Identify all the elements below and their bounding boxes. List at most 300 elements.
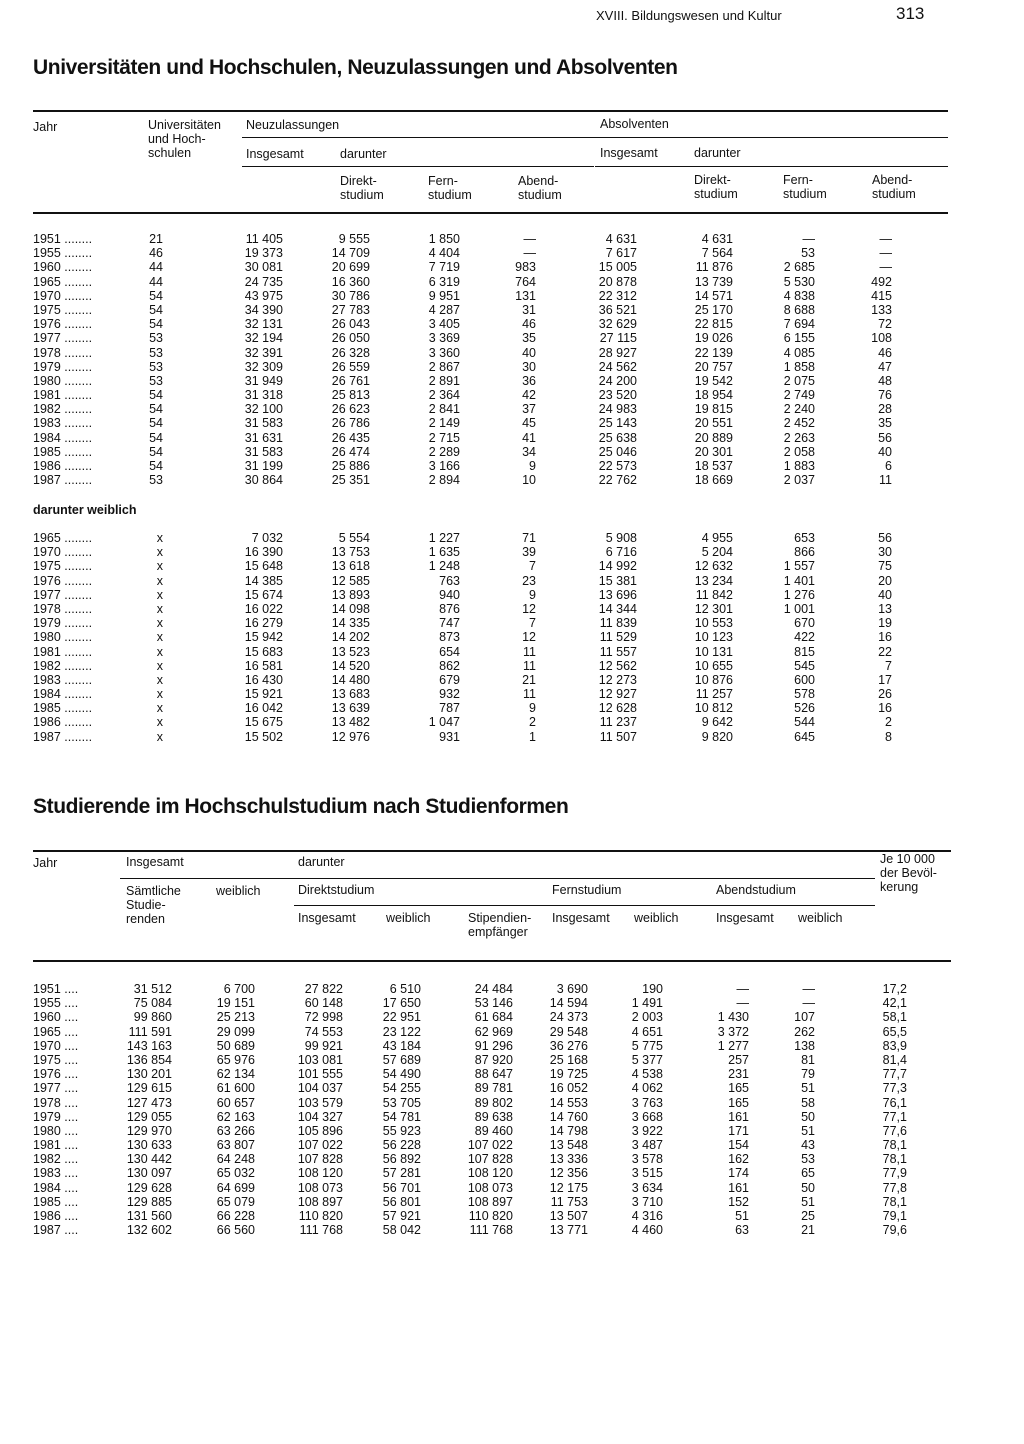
table-cell: 2 bbox=[885, 715, 892, 730]
table-cell: 7 bbox=[529, 616, 536, 631]
table-cell: 4 631 bbox=[605, 232, 637, 246]
table-cell: 12 273 bbox=[598, 672, 637, 687]
row-year: 1984 ........ bbox=[33, 687, 93, 702]
table-cell: 14 571 bbox=[694, 288, 733, 303]
table-cell: 19 542 bbox=[694, 373, 733, 388]
row-year: 1955 ........ bbox=[33, 246, 93, 261]
table-cell: 20 757 bbox=[694, 359, 733, 374]
row-year: 1970 ........ bbox=[33, 288, 93, 303]
table-cell: 654 bbox=[439, 644, 460, 659]
table-cell: 2 715 bbox=[428, 430, 460, 445]
table-cell: 131 560 bbox=[126, 1209, 172, 1223]
table-row bbox=[33, 574, 948, 588]
table-cell: 3 487 bbox=[631, 1138, 663, 1153]
table-cell: 3 372 bbox=[717, 1024, 749, 1039]
table-cell: 48 bbox=[878, 373, 892, 388]
table-cell: 35 bbox=[878, 416, 892, 431]
table-cell: 257 bbox=[728, 1052, 749, 1067]
table-cell: 7 032 bbox=[251, 531, 283, 545]
table-cell: 77,9 bbox=[882, 1166, 907, 1181]
table-cell: 104 327 bbox=[297, 1109, 343, 1124]
table-row bbox=[33, 1025, 951, 1039]
table-cell: 26 474 bbox=[331, 444, 370, 459]
row-year: 1977 .... bbox=[33, 1081, 79, 1096]
table-cell: 6 155 bbox=[783, 331, 815, 346]
table-cell: 2 240 bbox=[783, 402, 815, 417]
table-cell: 4 287 bbox=[428, 302, 460, 317]
table-cell: 61 684 bbox=[474, 1010, 513, 1025]
table-cell: 14 760 bbox=[549, 1109, 588, 1124]
table-cell: 63 266 bbox=[216, 1123, 255, 1138]
table-cell: 51 bbox=[801, 1081, 815, 1096]
table-cell: 5 554 bbox=[338, 531, 370, 545]
row-year: 1981 ........ bbox=[33, 388, 93, 403]
col-jahr: Jahr bbox=[33, 120, 58, 134]
table-cell: 61 600 bbox=[216, 1081, 255, 1096]
table-row bbox=[33, 616, 948, 630]
table-cell: 81,4 bbox=[882, 1052, 907, 1067]
table-row bbox=[33, 531, 948, 545]
table-row bbox=[33, 1010, 951, 1024]
table-cell: 81 bbox=[801, 1052, 815, 1067]
table-cell: — bbox=[802, 982, 815, 996]
table-cell: 24 373 bbox=[549, 1010, 588, 1025]
page-number: 313 bbox=[896, 4, 925, 23]
table-cell: 40 bbox=[878, 444, 892, 459]
col2-je10000: Je 10 000 der Bevöl- kerung bbox=[880, 852, 937, 894]
row-year: 1951 ........ bbox=[33, 232, 93, 246]
row-year: 1965 .... bbox=[33, 1024, 79, 1039]
table-cell: 46 bbox=[149, 246, 163, 261]
row-year: 1980 ........ bbox=[33, 373, 93, 388]
table-cell: — bbox=[736, 996, 749, 1011]
table-cell: x bbox=[156, 644, 163, 659]
table-cell: 101 555 bbox=[297, 1067, 343, 1082]
row-year: 1960 .... bbox=[33, 1010, 79, 1025]
table-cell: 13 507 bbox=[549, 1209, 588, 1223]
table-cell: 14 385 bbox=[244, 573, 283, 588]
row-year: 1986 ........ bbox=[33, 459, 93, 473]
row-year: 1975 .... bbox=[33, 1052, 79, 1067]
table-cell: 15 005 bbox=[598, 260, 637, 275]
table-cell: 45 bbox=[522, 416, 536, 431]
table-cell: 13 696 bbox=[598, 587, 637, 602]
table-cell: x bbox=[156, 729, 163, 744]
table-row bbox=[33, 687, 948, 701]
table-cell: 26 435 bbox=[331, 430, 370, 445]
table-cell: 40 bbox=[878, 587, 892, 602]
table-cell: 43 bbox=[801, 1138, 815, 1153]
table-cell: 13 753 bbox=[331, 545, 370, 560]
table-cell: 104 037 bbox=[297, 1081, 343, 1096]
table-cell: 16 279 bbox=[244, 616, 283, 631]
col-abs-abend: Abend- studium bbox=[872, 173, 916, 201]
table-cell: 88 647 bbox=[474, 1067, 513, 1082]
row-year: 1979 ........ bbox=[33, 359, 93, 374]
table-cell: 25 886 bbox=[331, 459, 370, 473]
table-cell: 105 896 bbox=[297, 1123, 343, 1138]
table-cell: 43 975 bbox=[244, 288, 283, 303]
row-year: 1981 ........ bbox=[33, 644, 93, 659]
table-row bbox=[33, 1124, 951, 1138]
table-row bbox=[33, 1209, 951, 1223]
table-cell: 1 277 bbox=[717, 1038, 749, 1053]
table-row bbox=[33, 459, 948, 473]
table-cell: 56 bbox=[878, 531, 892, 545]
table-cell: 25 046 bbox=[598, 444, 637, 459]
table-cell: 11 753 bbox=[550, 1194, 588, 1209]
table-cell: 16 390 bbox=[244, 545, 283, 560]
table-cell: 3 763 bbox=[631, 1095, 663, 1110]
table-cell: 764 bbox=[515, 274, 536, 289]
table-cell: 9 bbox=[529, 587, 536, 602]
table-cell: 12 562 bbox=[598, 658, 637, 673]
table-cell: 422 bbox=[794, 630, 815, 645]
table-cell: 544 bbox=[794, 715, 815, 730]
table-row bbox=[33, 374, 948, 388]
table-cell: 25 213 bbox=[216, 1010, 255, 1025]
row-year: 1985 ........ bbox=[33, 701, 93, 716]
table-cell: 26 559 bbox=[331, 359, 370, 374]
table-cell: 2 058 bbox=[783, 444, 815, 459]
table-cell: 62 134 bbox=[216, 1067, 255, 1082]
rule2-sub2 bbox=[294, 905, 875, 906]
table-cell: 54 bbox=[149, 402, 163, 417]
table-cell: 25 813 bbox=[331, 388, 370, 403]
table-row bbox=[33, 645, 948, 659]
table-cell: 2 894 bbox=[428, 473, 460, 488]
table1-body-female bbox=[33, 531, 948, 744]
table-cell: 29 099 bbox=[216, 1024, 255, 1039]
table-row bbox=[33, 331, 948, 345]
row-year: 1965 ........ bbox=[33, 274, 93, 289]
table-cell: 31 bbox=[522, 302, 536, 317]
table-cell: 24 735 bbox=[244, 274, 283, 289]
table-cell: 16 bbox=[878, 630, 892, 645]
table-cell: 11 257 bbox=[695, 687, 733, 702]
col2-abendstudium: Abendstudium bbox=[716, 883, 796, 897]
rule-neu-abs bbox=[242, 137, 948, 138]
table-cell: 6 510 bbox=[389, 982, 421, 996]
table-cell: 13 683 bbox=[331, 687, 370, 702]
table-cell: 56 701 bbox=[382, 1180, 421, 1195]
table-cell: 89 460 bbox=[474, 1123, 513, 1138]
table-row bbox=[33, 1181, 951, 1195]
row-year: 1978 ........ bbox=[33, 601, 93, 616]
table-cell: 129 885 bbox=[126, 1194, 172, 1209]
table-cell: 20 889 bbox=[694, 430, 733, 445]
table-cell: 787 bbox=[439, 701, 460, 716]
table-cell: 578 bbox=[794, 687, 815, 702]
table-cell: 50 bbox=[801, 1180, 815, 1195]
table-cell: 9 820 bbox=[701, 729, 733, 744]
table-cell: 1 635 bbox=[428, 545, 460, 560]
row-year: 1975 ........ bbox=[33, 302, 93, 317]
table-cell: 5 204 bbox=[701, 545, 733, 560]
row-year: 1981 .... bbox=[33, 1138, 79, 1153]
table-cell: 15 675 bbox=[244, 715, 283, 730]
table-row bbox=[33, 659, 948, 673]
table-cell: 876 bbox=[439, 601, 460, 616]
table-cell: 130 201 bbox=[126, 1067, 172, 1082]
table-cell: x bbox=[156, 630, 163, 645]
table-cell: 32 131 bbox=[244, 317, 283, 332]
table-cell: 25 143 bbox=[598, 416, 637, 431]
table-cell: 11 237 bbox=[599, 715, 637, 730]
table-cell: 4 538 bbox=[631, 1067, 663, 1082]
table-cell: 11 bbox=[879, 473, 892, 488]
table2-body bbox=[33, 982, 951, 1237]
table-cell: 873 bbox=[439, 630, 460, 645]
table-cell: 3 922 bbox=[631, 1123, 663, 1138]
col2-d-stipendien: Stipendien- empfänger bbox=[468, 911, 532, 939]
table-cell: 2 452 bbox=[783, 416, 815, 431]
table-cell: 4 404 bbox=[428, 246, 460, 261]
table-cell: 65 079 bbox=[216, 1194, 255, 1209]
table-cell: 10 876 bbox=[694, 672, 733, 687]
table-cell: 16 430 bbox=[244, 672, 283, 687]
row-year: 1983 ........ bbox=[33, 672, 93, 687]
table-cell: 415 bbox=[871, 288, 892, 303]
table-row bbox=[33, 715, 948, 729]
table-cell: 53 bbox=[801, 246, 815, 261]
table-cell: 36 bbox=[522, 373, 536, 388]
table-cell: 3 578 bbox=[631, 1152, 663, 1167]
table-cell: 34 bbox=[522, 444, 536, 459]
table-cell: 15 942 bbox=[244, 630, 283, 645]
table-cell: 50 bbox=[801, 1109, 815, 1124]
col2-d-weiblich: weiblich bbox=[386, 911, 431, 925]
table-cell: 129 615 bbox=[126, 1081, 172, 1096]
table-cell: 108 120 bbox=[467, 1166, 513, 1181]
table-cell: 31 318 bbox=[244, 388, 283, 403]
table-cell: 13 bbox=[878, 601, 892, 616]
table-cell: 27 115 bbox=[599, 331, 637, 346]
table-cell: 36 521 bbox=[598, 302, 637, 317]
table-cell: 40 bbox=[522, 345, 536, 360]
table-cell: 21 bbox=[149, 232, 163, 246]
table-cell: 4 955 bbox=[701, 531, 733, 545]
table-cell: 1 491 bbox=[631, 996, 663, 1011]
table-cell: 11 507 bbox=[599, 729, 637, 744]
col2-insgesamt: Insgesamt bbox=[126, 855, 184, 869]
table-cell: 21 bbox=[801, 1223, 815, 1238]
row-year: 1982 .... bbox=[33, 1152, 79, 1167]
table-cell: 30 bbox=[878, 545, 892, 560]
table-cell: 931 bbox=[439, 729, 460, 744]
table-cell: 28 bbox=[878, 402, 892, 417]
table-cell: 10 131 bbox=[694, 644, 733, 659]
table-cell: 4 062 bbox=[631, 1081, 663, 1096]
table-cell: 136 854 bbox=[126, 1052, 172, 1067]
table-cell: 5 908 bbox=[605, 531, 637, 545]
table-cell: 19 151 bbox=[216, 996, 255, 1011]
table-cell: 6 bbox=[885, 459, 892, 473]
table-cell: 17 650 bbox=[382, 996, 421, 1011]
table-cell: 41 bbox=[522, 430, 536, 445]
table-row bbox=[33, 388, 948, 402]
table-cell: 6 716 bbox=[605, 545, 637, 560]
table-cell: 7 694 bbox=[783, 317, 815, 332]
table-cell: 3 668 bbox=[631, 1109, 663, 1124]
table-row bbox=[33, 1138, 951, 1152]
col-abs-insgesamt: Insgesamt bbox=[600, 146, 658, 160]
table-cell: 17 bbox=[878, 672, 892, 687]
table-cell: 7 bbox=[885, 658, 892, 673]
table-cell: 28 927 bbox=[598, 345, 637, 360]
table-cell: 87 920 bbox=[474, 1052, 513, 1067]
table-cell: 31 583 bbox=[244, 444, 283, 459]
table-row bbox=[33, 1166, 951, 1180]
table-cell: 108 073 bbox=[297, 1180, 343, 1195]
row-year: 1983 ........ bbox=[33, 416, 93, 431]
table-cell: 110 820 bbox=[468, 1209, 513, 1223]
table-cell: 25 bbox=[801, 1209, 815, 1223]
table-cell: 14 798 bbox=[549, 1123, 588, 1138]
table-cell: 16 042 bbox=[244, 701, 283, 716]
col2-a-insgesamt: Insgesamt bbox=[716, 911, 774, 925]
table-cell: 37 bbox=[522, 402, 536, 417]
table1-subheading: darunter weiblich bbox=[33, 503, 137, 517]
table-row bbox=[33, 588, 948, 602]
table-cell: 53 bbox=[149, 331, 163, 346]
table-cell: 20 699 bbox=[331, 260, 370, 275]
table-cell: 2 841 bbox=[428, 402, 460, 417]
table-cell: 9 bbox=[529, 701, 536, 716]
table-row bbox=[33, 996, 951, 1010]
table-row bbox=[33, 431, 948, 445]
table-cell: x bbox=[156, 601, 163, 616]
col-abs-fern: Fern- studium bbox=[783, 173, 827, 201]
table-cell: 25 168 bbox=[549, 1052, 588, 1067]
table-cell: 14 098 bbox=[331, 601, 370, 616]
col-neu-direkt: Direkt- studium bbox=[340, 174, 384, 202]
table-cell: 65 bbox=[801, 1166, 815, 1181]
table-cell: 2 867 bbox=[428, 359, 460, 374]
table-cell: 72 998 bbox=[304, 1010, 343, 1025]
table-cell: 747 bbox=[439, 616, 460, 631]
table-cell: 111 768 bbox=[299, 1223, 343, 1238]
table-cell: 108 897 bbox=[297, 1194, 343, 1209]
table-cell: 8 bbox=[885, 729, 892, 744]
table-cell: 31 512 bbox=[133, 982, 172, 996]
table-cell: 79,6 bbox=[882, 1223, 907, 1238]
row-year: 1986 ........ bbox=[33, 715, 93, 730]
table-cell: 3 634 bbox=[631, 1180, 663, 1195]
table-cell: 131 bbox=[515, 288, 536, 303]
table-cell: 107 828 bbox=[467, 1152, 513, 1167]
table-cell: 866 bbox=[794, 545, 815, 560]
table-cell: 12 976 bbox=[331, 729, 370, 744]
table-cell: 27 822 bbox=[304, 982, 343, 996]
table-cell: 75 bbox=[878, 559, 892, 574]
table-cell: 11 876 bbox=[695, 260, 733, 275]
table-cell: 10 553 bbox=[694, 616, 733, 631]
table-cell: x bbox=[156, 545, 163, 560]
table-row bbox=[33, 701, 948, 715]
table-cell: 30 bbox=[522, 359, 536, 374]
table-cell: 138 bbox=[794, 1038, 815, 1053]
table-cell: 99 921 bbox=[304, 1038, 343, 1053]
table-row bbox=[33, 673, 948, 687]
table-cell: 26 761 bbox=[331, 373, 370, 388]
table-cell: 108 120 bbox=[297, 1166, 343, 1181]
table-cell: 24 200 bbox=[598, 373, 637, 388]
rule-top bbox=[33, 110, 948, 112]
table-cell: 13 739 bbox=[694, 274, 733, 289]
table-cell: 14 202 bbox=[331, 630, 370, 645]
table-row bbox=[33, 275, 948, 289]
rule-head-bottom bbox=[33, 212, 948, 214]
table-row bbox=[33, 289, 948, 303]
table-cell: 1 047 bbox=[428, 715, 460, 730]
table-cell: 152 bbox=[728, 1194, 749, 1209]
table-cell: 111 768 bbox=[469, 1223, 513, 1238]
table-cell: 103 579 bbox=[297, 1095, 343, 1110]
table-cell: 12 628 bbox=[598, 701, 637, 716]
table-row bbox=[33, 982, 951, 996]
table-row bbox=[33, 1110, 951, 1124]
table-cell: 24 562 bbox=[598, 359, 637, 374]
table-cell: 7 bbox=[529, 559, 536, 574]
col-abs-darunter: darunter bbox=[694, 146, 741, 160]
table-cell: 16 022 bbox=[244, 601, 283, 616]
table-cell: 12 927 bbox=[598, 687, 637, 702]
table-cell: 13 482 bbox=[331, 715, 370, 730]
table-cell: 862 bbox=[439, 658, 460, 673]
table-cell: 4 631 bbox=[701, 232, 733, 246]
table-cell: 54 781 bbox=[382, 1109, 421, 1124]
table-cell: 11 bbox=[523, 687, 536, 702]
table-cell: 111 591 bbox=[128, 1024, 172, 1039]
table-cell: 15 674 bbox=[244, 587, 283, 602]
table-cell: 2 263 bbox=[783, 430, 815, 445]
table-cell: 62 163 bbox=[216, 1109, 255, 1124]
table-cell: 32 100 bbox=[244, 402, 283, 417]
table-cell: 26 328 bbox=[331, 345, 370, 360]
table-cell: 162 bbox=[728, 1152, 749, 1167]
table-cell: 4 460 bbox=[631, 1223, 663, 1238]
table-cell: 645 bbox=[794, 729, 815, 744]
table-row bbox=[33, 1195, 951, 1209]
col2-jahr: Jahr bbox=[33, 856, 58, 870]
table-cell: 129 055 bbox=[126, 1109, 172, 1124]
table-cell: 39 bbox=[522, 545, 536, 560]
table-row bbox=[33, 730, 948, 744]
table-cell: 14 520 bbox=[331, 658, 370, 673]
table-row bbox=[33, 1081, 951, 1095]
table-cell: 20 551 bbox=[694, 416, 733, 431]
table-cell: 526 bbox=[794, 701, 815, 716]
table-cell: 31 949 bbox=[244, 373, 283, 388]
row-year: 1970 ........ bbox=[33, 545, 93, 560]
table-cell: 53 bbox=[801, 1152, 815, 1167]
table-cell: 83,9 bbox=[882, 1038, 907, 1053]
table-cell: 2 364 bbox=[428, 388, 460, 403]
table-cell: — bbox=[879, 260, 892, 275]
table-cell: 18 954 bbox=[694, 388, 733, 403]
table-cell: 30 864 bbox=[244, 473, 283, 488]
table-cell: 11 842 bbox=[695, 587, 733, 602]
table-row bbox=[33, 416, 948, 430]
table-cell: 1 430 bbox=[717, 1010, 749, 1025]
col-unis: Universitäten und Hoch- schulen bbox=[148, 118, 221, 160]
table-row bbox=[33, 1152, 951, 1166]
table-cell: 54 bbox=[149, 317, 163, 332]
table-row bbox=[33, 1096, 951, 1110]
table-cell: 9 642 bbox=[701, 715, 733, 730]
table-cell: 53 705 bbox=[382, 1095, 421, 1110]
